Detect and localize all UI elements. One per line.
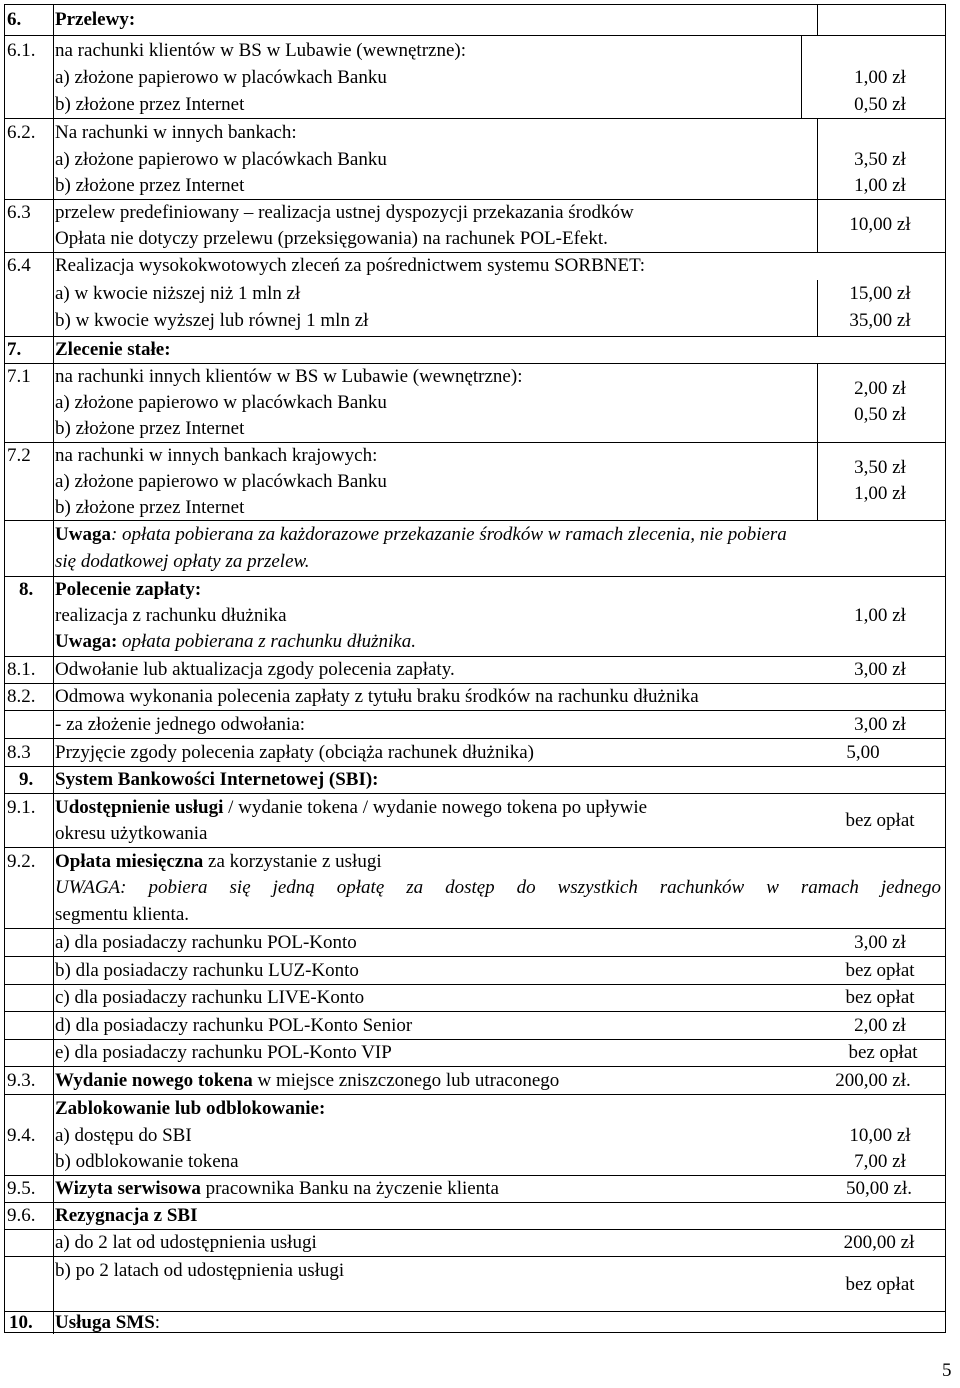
price: 3,00 zł xyxy=(854,659,906,680)
row-8-3 xyxy=(5,738,945,766)
item-text-line2: okresu użytkowania xyxy=(55,823,208,844)
section-title: Polecenie zapłaty: xyxy=(55,579,202,600)
price: 200,00 zł. xyxy=(835,1070,911,1091)
option-a: a) do 2 lat od udostępnienia usługi xyxy=(55,1232,317,1253)
row-7-1 xyxy=(5,363,945,442)
row-6-4 xyxy=(5,252,945,336)
item-rest: / wydanie tokena / wydanie nowego tokena po upływie xyxy=(223,797,648,818)
option-label: c) dla posiadaczy rachunku LIVE-Konto xyxy=(55,987,365,1008)
item-rest: pracownika Banku na życzenie klienta xyxy=(200,1178,499,1199)
price-a: 3,50 zł xyxy=(854,457,906,478)
item-text: na rachunki w innych bankach krajowych: xyxy=(55,445,378,466)
row-6-3 xyxy=(5,199,945,252)
section-title: Zlecenie stałe: xyxy=(55,339,171,360)
section-title: Usługa SMS xyxy=(55,1312,155,1333)
row-9-2-c xyxy=(5,984,945,1011)
item-number: 9.1. xyxy=(7,797,36,818)
price-a: 15,00 zł xyxy=(849,283,911,304)
price: bez opłat xyxy=(845,810,915,831)
option-a: a) w kwocie niższej niż 1 mln zł xyxy=(55,283,301,304)
row-9-2-e xyxy=(5,1039,945,1066)
item-bold: Udostępnienie usługi xyxy=(55,797,224,818)
option-b: b) w kwocie wyższej lub równej 1 mln zł xyxy=(55,310,369,331)
row-8-1 xyxy=(5,656,945,683)
item-text: Przyjęcie zgody polecenia zapłaty (obciąża rachunek dłużnika) xyxy=(55,742,534,763)
row-9-4 xyxy=(5,1094,945,1175)
row-9-2 xyxy=(5,847,945,928)
price: 3,00 zł xyxy=(854,932,906,953)
option-b: b) odblokowanie tokena xyxy=(55,1151,239,1172)
section-title: Przelewy: xyxy=(55,9,136,30)
price: 10,00 zł xyxy=(849,214,911,235)
price: 5,00 xyxy=(846,742,880,763)
item-text xyxy=(55,1175,499,1202)
price-b: 0,50 zł xyxy=(854,404,906,425)
option-b: b) po 2 latach od udostępnienia usługi xyxy=(55,1260,345,1281)
section-number: 8. xyxy=(19,579,34,600)
option-a: a) złożone papierowo w placówkach Banku xyxy=(55,67,387,88)
item-number: 9.4. xyxy=(7,1125,36,1146)
price-b: 7,00 zł xyxy=(854,1151,906,1172)
row-9-2-b xyxy=(5,956,945,984)
item-number: 6.1. xyxy=(7,40,36,61)
option-a: a) dostępu do SBI xyxy=(55,1125,192,1146)
item-text: na rachunki innych klientów w BS w Lubawie (wewnętrzne): xyxy=(55,366,523,387)
option-b: b) złożone przez Internet xyxy=(55,418,245,439)
item-bold: Wydanie nowego tokena xyxy=(55,1070,253,1091)
price: 1,00 zł xyxy=(854,605,906,626)
item-number: 8.2. xyxy=(7,686,36,707)
note-line-1: UWAGA: pobiera się jedną opłatę za dostęp do wszystkich rachunków w ramach jednego xyxy=(55,877,941,898)
option-label: d) dla posiadaczy rachunku POL-Konto Senior xyxy=(55,1015,413,1036)
item-number: 6.3 xyxy=(7,202,31,223)
item-text: realizacja z rachunku dłużnika xyxy=(55,605,287,626)
section-title-colon: : xyxy=(154,1312,161,1333)
row-6-1 xyxy=(5,35,945,118)
note-text: : opłata pobierana za każdorazowe przekazanie środków w ramach zlecenia, nie pobiera xyxy=(110,524,787,545)
row-9-6 xyxy=(5,1202,945,1229)
row-7-2 xyxy=(5,442,945,520)
price-a: 2,00 zł xyxy=(854,378,906,399)
page-number: 5 xyxy=(942,1360,952,1381)
item-rest: w miejsce zniszczonego lub utraconego xyxy=(252,1070,560,1091)
item-number: 9.5. xyxy=(7,1178,36,1199)
item-text: przelew predefiniowany – realizacja ustnej dyspozycji przekazania środków xyxy=(55,202,634,223)
item-number: 8.3 xyxy=(7,742,31,763)
price-b: 1,00 zł xyxy=(854,175,906,196)
item-text: na rachunki klientów w BS w Lubawie (wewnętrzne): xyxy=(55,40,467,61)
price-a: 200,00 zł xyxy=(843,1232,915,1253)
row-9-5 xyxy=(5,1175,945,1202)
row-9-6-a xyxy=(5,1229,945,1256)
row-6 xyxy=(5,5,945,35)
item-number: 7.1 xyxy=(7,366,31,387)
item-bold: Opłata miesięczna xyxy=(55,851,204,872)
item-number: 9.6. xyxy=(7,1205,36,1226)
price: 50,00 zł. xyxy=(846,1178,912,1199)
row-8-2 xyxy=(5,683,945,710)
price: 2,00 zł xyxy=(854,1015,906,1036)
item-title: Zablokowanie lub odblokowanie: xyxy=(55,1098,326,1119)
price-a: 3,50 zł xyxy=(854,149,906,170)
price: bez opłat xyxy=(845,987,915,1008)
item-text: Realizacja wysokokwotowych zleceń za pośrednictwem systemu SORBNET: xyxy=(55,255,646,276)
item-subtext: - za złożenie jednego odwołania: xyxy=(55,714,306,735)
note-text: opłata pobierana z rachunku dłużnika. xyxy=(117,631,416,652)
option-label: e) dla posiadaczy rachunku POL-Konto VIP xyxy=(55,1042,392,1063)
price: bez opłat xyxy=(848,1042,918,1063)
section-number: 9. xyxy=(19,769,34,790)
row-9-6-b xyxy=(5,1256,945,1311)
price-a: 1,00 zł xyxy=(854,67,906,88)
row-9-3 xyxy=(5,1066,945,1094)
option-a: a) złożone papierowo w placówkach Banku xyxy=(55,149,387,170)
note-label: Uwaga: xyxy=(55,631,118,652)
item-text xyxy=(55,794,647,821)
item-text xyxy=(55,1067,559,1094)
row-8-2-sub xyxy=(5,710,945,738)
price-b: 1,00 zł xyxy=(854,483,906,504)
item-note: Opłata nie dotyczy przelewu (przeksięgowania) na rachunek POL-Efekt. xyxy=(55,228,608,249)
section-title: System Bankowości Internetowej (SBI): xyxy=(55,769,379,790)
row-7 xyxy=(5,336,945,363)
row-6-2 xyxy=(5,118,945,199)
row-8 xyxy=(5,576,945,656)
note-label: Uwaga xyxy=(55,524,111,545)
option-b: b) złożone przez Internet xyxy=(55,497,245,518)
section-number: 10. xyxy=(9,1312,33,1333)
row-9-2-a xyxy=(5,928,945,956)
price-a: 10,00 zł xyxy=(849,1125,911,1146)
section-title-wrap xyxy=(55,1309,160,1336)
price: 3,00 zł xyxy=(854,714,906,735)
row-9 xyxy=(5,766,945,793)
option-label: b) dla posiadaczy rachunku LUZ-Konto xyxy=(55,960,359,981)
item-text: Na rachunki w innych bankach: xyxy=(55,122,297,143)
option-label: a) dla posiadaczy rachunku POL-Konto xyxy=(55,932,357,953)
note-line-1 xyxy=(55,521,787,548)
section-number: 6. xyxy=(7,9,22,30)
item-text: Odmowa wykonania polecenia zapłaty z tytułu braku środków na rachunku dłużnika xyxy=(55,686,699,707)
item-number: 9.3. xyxy=(7,1070,36,1091)
price-b: bez opłat xyxy=(845,1274,915,1295)
item-number: 7.2 xyxy=(7,445,31,466)
item-text xyxy=(55,848,382,875)
note-line-2: segmentu klienta. xyxy=(55,904,190,925)
item-text: Odwołanie lub aktualizacja zgody polecenia zapłaty. xyxy=(55,659,455,680)
section-number: 7. xyxy=(7,339,22,360)
item-number: 6.2. xyxy=(7,122,36,143)
item-number: 9.2. xyxy=(7,851,36,872)
item-bold: Wizyta serwisowa xyxy=(55,1178,201,1199)
note-line-2: się dodatkowej opłaty za przelew. xyxy=(55,551,310,572)
item-number: 8.1. xyxy=(7,659,36,680)
price-b: 0,50 zł xyxy=(854,94,906,115)
price-b: 35,00 zł xyxy=(849,310,911,331)
item-title: Rezygnacja z SBI xyxy=(55,1205,198,1226)
option-a: a) złożone papierowo w placówkach Banku xyxy=(55,471,387,492)
row-7-note xyxy=(5,520,945,576)
price: bez opłat xyxy=(845,960,915,981)
item-number: 6.4 xyxy=(7,255,31,276)
option-a: a) złożone papierowo w placówkach Banku xyxy=(55,392,387,413)
fee-table xyxy=(4,4,946,1333)
item-rest: za korzystanie z usługi xyxy=(203,851,382,872)
option-b: b) złożone przez Internet xyxy=(55,94,245,115)
row-9-2-d xyxy=(5,1011,945,1039)
option-b: b) złożone przez Internet xyxy=(55,175,245,196)
note-line xyxy=(55,628,416,655)
row-10 xyxy=(5,1311,945,1334)
row-9-1 xyxy=(5,793,945,847)
